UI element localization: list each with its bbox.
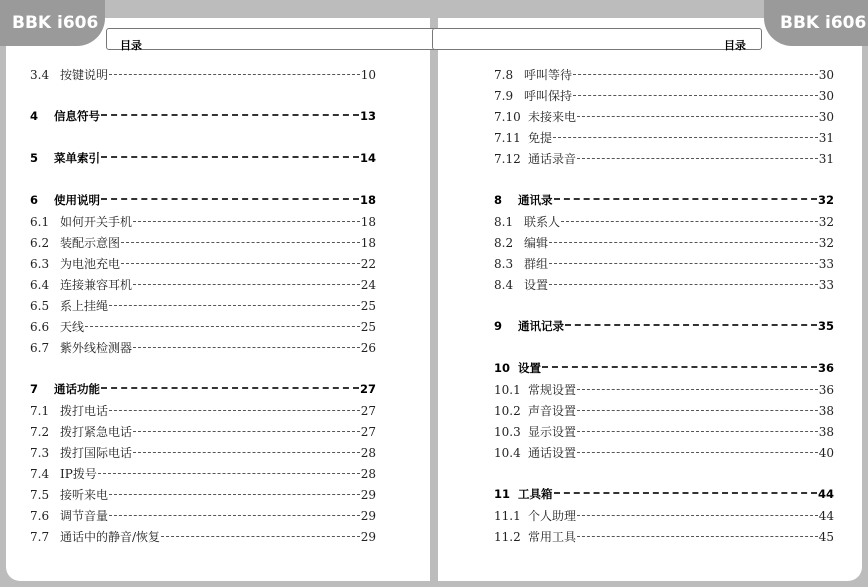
toc-entry[interactable] <box>494 255 834 272</box>
toc-entry-title: 菜单索引 <box>54 151 100 165</box>
toc-entry-title: 信息符号 <box>54 109 100 123</box>
toc-leader-line <box>577 116 818 117</box>
toc-entry-number: 3.4 <box>30 68 50 82</box>
toc-leader-line <box>554 198 817 200</box>
toc-entry-number: 7.12 <box>494 152 521 166</box>
toc-entry-number: 8.2 <box>494 236 514 250</box>
toc-entry-number: 6.7 <box>30 341 50 355</box>
toc-entry-page: 35 <box>817 319 834 333</box>
toc-entry-number: 7 <box>30 382 39 396</box>
toc-entry-title: 呼叫保持 <box>524 89 573 103</box>
toc-entry[interactable] <box>494 192 834 208</box>
toc-leader-line <box>577 158 818 159</box>
toc-entry-title: 通讯录 <box>518 193 553 207</box>
toc-entry-page: 18 <box>360 236 376 250</box>
toc-entry-number: 8.1 <box>494 215 514 229</box>
toc-entry-number: 8 <box>494 193 503 207</box>
toc-leader-line <box>561 221 818 222</box>
toc-entry-number: 7.7 <box>30 530 50 544</box>
toc-entry-title: 通话中的静音/恢复 <box>60 530 161 544</box>
toc-entry-number: 11.2 <box>494 530 521 544</box>
toc-entry-page: 25 <box>360 320 376 334</box>
toc-entry-page: 31 <box>818 131 834 145</box>
toc-entry-number: 10.1 <box>494 383 521 397</box>
toc-leader-line <box>577 389 818 390</box>
toc-entry-title: 常用工具 <box>528 530 577 544</box>
brand-tab-right: BBK i606 <box>764 0 868 46</box>
toc-entry-page: 44 <box>818 509 834 523</box>
toc-entry-number: 7.9 <box>494 89 514 103</box>
toc-entry-number: 9 <box>494 319 503 333</box>
toc-entry-number: 7.8 <box>494 68 514 82</box>
toc-entry-page: 36 <box>818 383 834 397</box>
toc-entry-number: 6.3 <box>30 257 50 271</box>
toc-entry-number: 7.6 <box>30 509 50 523</box>
toc-entry-title: 连接兼容耳机 <box>60 278 133 292</box>
toc-entry-number: 6 <box>30 193 39 207</box>
toc-leader-line <box>577 431 818 432</box>
toc-entry-page: 10 <box>360 68 376 82</box>
toc-entry[interactable] <box>494 150 834 167</box>
toc-entry-number: 11 <box>494 487 511 501</box>
toc-entry-title: 通讯记录 <box>518 319 564 333</box>
toc-entry[interactable] <box>494 402 834 419</box>
toc-leader-line <box>577 410 818 411</box>
toc-entry-number: 7.3 <box>30 446 50 460</box>
toc-entry-page: 18 <box>359 193 376 207</box>
toc-leader-line <box>549 242 818 243</box>
toc-entry-title: 声音设置 <box>528 404 577 418</box>
toc-entry-title: 设置 <box>518 361 541 375</box>
toc-entry-page: 28 <box>360 446 376 460</box>
toc-entry-number: 8.3 <box>494 257 514 271</box>
left-header-label: 目录 <box>120 39 142 52</box>
toc-entry-page: 44 <box>817 487 834 501</box>
toc-entry-page: 32 <box>817 193 834 207</box>
toc-entry-page: 29 <box>360 488 376 502</box>
toc-entry[interactable] <box>494 234 834 251</box>
toc-entry-page: 30 <box>818 110 834 124</box>
toc-entry-number: 7.10 <box>494 110 521 124</box>
toc-entry-title: 系上挂绳 <box>60 299 109 313</box>
toc-leader-line <box>577 515 818 516</box>
toc-leader-line <box>577 536 818 537</box>
toc-leader-line <box>554 492 817 494</box>
toc-entry-title: 设置 <box>524 278 549 292</box>
toc-entry-title: 免提 <box>528 131 553 145</box>
toc-entry[interactable] <box>494 486 834 502</box>
toc-entry-page: 28 <box>360 467 376 481</box>
toc-entry-title: 个人助理 <box>528 509 577 523</box>
toc-entry[interactable] <box>494 444 834 461</box>
toc-entry-number: 10.2 <box>494 404 521 418</box>
toc-entry-page: 13 <box>359 109 376 123</box>
toc-entry-number: 10.3 <box>494 425 521 439</box>
toc-entry-title: 工具箱 <box>518 487 553 501</box>
toc-entry-page: 30 <box>818 68 834 82</box>
toc-entry-page: 29 <box>360 530 376 544</box>
toc-entry[interactable] <box>494 423 834 440</box>
toc-entry-title: 装配示意图 <box>60 236 121 250</box>
toc-entry-title: 如何开关手机 <box>60 215 133 229</box>
toc-entry[interactable] <box>494 318 834 334</box>
toc-entry-title: 使用说明 <box>54 193 100 207</box>
toc-entry-title: 拨打国际电话 <box>60 446 133 460</box>
toc-entry-title: 为电池充电 <box>60 257 121 271</box>
toc-entry-number: 6.4 <box>30 278 50 292</box>
toc-leader-line <box>577 452 818 453</box>
toc-entry-number: 6.2 <box>30 236 50 250</box>
toc-entry-number: 8.4 <box>494 278 514 292</box>
toc-entry-page: 38 <box>818 425 834 439</box>
toc-entry-number: 10.4 <box>494 446 521 460</box>
toc-entry-page: 27 <box>360 404 376 418</box>
toc-entry-page: 27 <box>359 382 376 396</box>
toc-entry-page: 32 <box>818 215 834 229</box>
toc-entry-number: 6.1 <box>30 215 50 229</box>
toc-leader-line <box>573 74 818 75</box>
toc-entry[interactable] <box>494 528 834 545</box>
toc-leader-line <box>549 263 818 264</box>
right-header-label: 目录 <box>724 39 746 52</box>
toc-entry[interactable] <box>494 507 834 524</box>
toc-entry-number: 7.11 <box>494 131 521 145</box>
toc-entry-number: 7.5 <box>30 488 50 502</box>
toc-entry-title: 接听来电 <box>60 488 109 502</box>
toc-entry-page: 27 <box>360 425 376 439</box>
toc-entry[interactable] <box>494 108 834 125</box>
toc-leader-line <box>553 137 818 138</box>
toc-entry-page: 22 <box>360 257 376 271</box>
toc-entry-page: 26 <box>360 341 376 355</box>
toc-entry-title: 通话设置 <box>528 446 577 460</box>
toc-entry-page: 45 <box>818 530 834 544</box>
toc-entry[interactable] <box>494 87 834 104</box>
toc-entry-number: 5 <box>30 151 39 165</box>
toc-entry-page: 14 <box>359 151 376 165</box>
toc-entry-number: 6.5 <box>30 299 50 313</box>
toc-entry-title: 联系人 <box>524 215 561 229</box>
brand-tab-left: BBK i606 <box>0 0 105 46</box>
toc-leader-line <box>565 324 817 326</box>
toc-entry-title: 通话功能 <box>54 382 100 396</box>
toc-entry-title: 拨打紧急电话 <box>60 425 133 439</box>
toc-entry-number: 6.6 <box>30 320 50 334</box>
toc-entry[interactable] <box>494 66 834 83</box>
toc-leader-line <box>573 95 818 96</box>
toc-entry-title: 拨打电话 <box>60 404 109 418</box>
toc-entry-title: 调节音量 <box>60 509 109 523</box>
toc-entry-page: 32 <box>818 236 834 250</box>
toc-entry-title: 通话录音 <box>528 152 577 166</box>
toc-entry-page: 36 <box>817 361 834 375</box>
toc-entry[interactable] <box>494 360 834 376</box>
toc-entry-title: 按键说明 <box>60 68 109 82</box>
toc-entry-title: 显示设置 <box>528 425 577 439</box>
toc-entry-title: 编辑 <box>524 236 549 250</box>
toc-entry[interactable] <box>494 381 834 398</box>
toc-entry-title: 常规设置 <box>528 383 577 397</box>
toc-entry[interactable] <box>494 129 834 146</box>
toc-entry-number: 7.1 <box>30 404 50 418</box>
toc-entry-title: IP拨号 <box>60 467 97 481</box>
toc-entry-page: 33 <box>818 257 834 271</box>
toc-entry-title: 紫外线检测器 <box>60 341 133 355</box>
toc-entry-page: 29 <box>360 509 376 523</box>
toc-entry-number: 7.4 <box>30 467 50 481</box>
toc-entry-page: 30 <box>818 89 834 103</box>
toc-leader-line <box>549 284 818 285</box>
toc-entry-page: 24 <box>360 278 376 292</box>
toc-entry-page: 38 <box>818 404 834 418</box>
toc-entry[interactable] <box>494 276 834 293</box>
toc-entry-page: 25 <box>360 299 376 313</box>
toc-entry-page: 33 <box>818 278 834 292</box>
toc-entry-page: 40 <box>818 446 834 460</box>
toc-entry-title: 群组 <box>524 257 549 271</box>
toc-entry-title: 未接来电 <box>528 110 577 124</box>
toc-entry-page: 18 <box>360 215 376 229</box>
toc-entry-number: 11.1 <box>494 509 521 523</box>
toc-entry-number: 4 <box>30 109 39 123</box>
toc-entry-title: 呼叫等待 <box>524 68 573 82</box>
toc-entry-page: 31 <box>818 152 834 166</box>
toc-entry-title: 天线 <box>60 320 85 334</box>
toc-leader-line <box>542 366 817 368</box>
toc-entry[interactable] <box>494 213 834 230</box>
toc-entry-number: 10 <box>494 361 511 375</box>
toc-entry-number: 7.2 <box>30 425 50 439</box>
